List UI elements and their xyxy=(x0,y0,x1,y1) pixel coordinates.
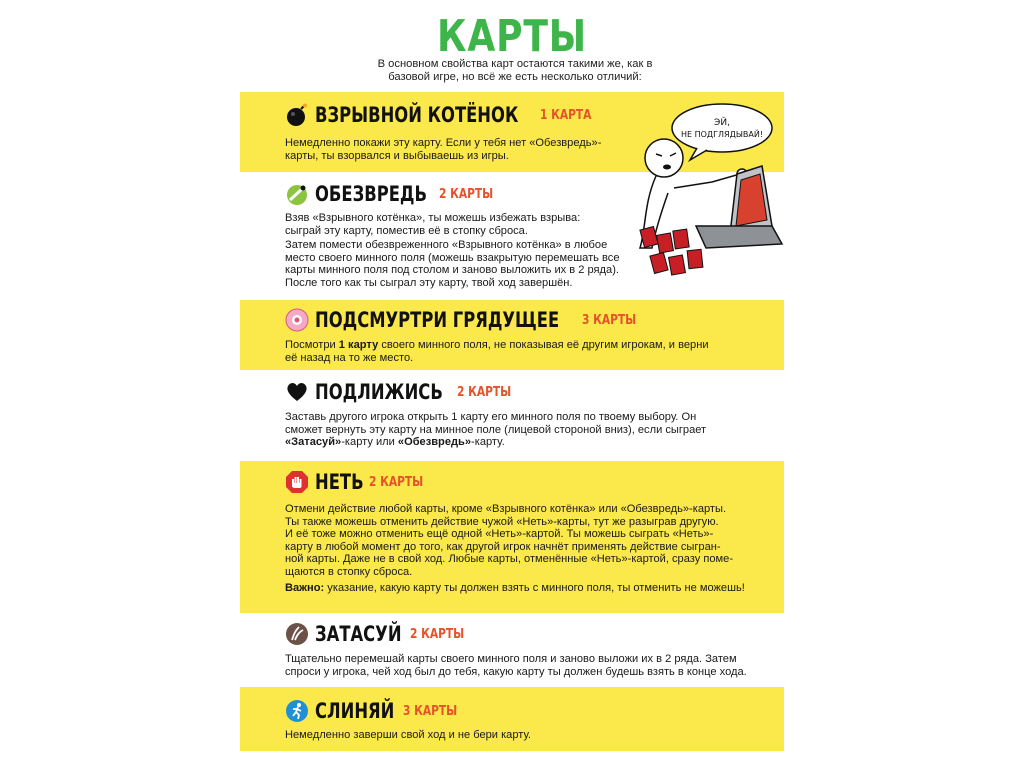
card-count: 2 КАРТЫ xyxy=(438,186,493,202)
defuse-icon xyxy=(285,182,309,206)
eye-icon xyxy=(285,308,309,332)
card-description: Немедленно покажи эту карту. Если у тебя нет «Обезвредь»- карты, ты взорвался и выбываешь из игры. xyxy=(285,137,602,162)
peeking-illustration xyxy=(612,98,784,282)
card-name: ПОДСМУРТРИ ГРЯДУЩЕЕ xyxy=(315,308,560,332)
card-count: 3 КАРТЫ xyxy=(402,703,457,719)
card-description: Посмотри 1 карту своего минного поля, не показывая её другим игрокам, и верни её назад на то же место. xyxy=(285,339,709,364)
intro-text: В основном свойства карт остаются такими же, как в базовой игре, но всё же есть несколько отличий: xyxy=(377,58,653,83)
run-icon xyxy=(285,699,309,723)
speech-line-1: ЭЙ, xyxy=(714,118,730,128)
bomb-icon xyxy=(285,103,309,127)
card-name: НЕТЬ xyxy=(315,470,364,494)
card-exploding-kitten xyxy=(285,101,602,129)
card-name: ЗАТАСУЙ xyxy=(315,622,402,646)
speech-line-2: НЕ ПОДГЛЯДЫВАЙ! xyxy=(680,130,764,139)
card-description: Немедленно заверши свой ход и не бери карту. xyxy=(285,729,531,741)
card-description: Заставь другого игрока открыть 1 карту его минного поля по твоему выбору. Он сможет вернуть эту карту на минное поле (лицевой стороной вниз), если сыграет «Затасуй»-карту или «Обезвредь»-карту. xyxy=(285,411,707,449)
shuffle-icon xyxy=(285,622,309,646)
card-name: ПОДЛИЖИСЬ xyxy=(315,380,443,404)
card-description: Отмени действие любой карты, кроме «Взрывного котёнка» или «Обезвредь»-карты. Ты также можешь отменить действие чужой «Неть»-карты, тут же разыграв другую. И её тоже можно отменить ещё одной «Неть»-картой. Ты можешь сыграть «Неть»- карту в любой момент до того, как другой игрок начнёт применять действие сыгран- ной карты. Даже не в свой ход. Любые карты, отменённые «Неть»-картой, сразу поме- щаются в стопку сброса. Важно: указание, какую карту ты должен взять с минного поля, ты отменить не можешь! xyxy=(285,503,745,594)
stop-hand-icon xyxy=(285,470,309,494)
card-see-the-future xyxy=(285,306,648,334)
card-description: Взяв «Взрывного котёнка», ты можешь избежать взрыва: сыграй эту карту, поместив её в стопку сброса. Затем помести обезвреженного «Взрывного котёнка» в любое место своего минного поля (можешь взакрытую перемешать все карты минного поля под столом и заново выложить их в 2 ряда). После того как ты сыграл эту карту, твой ход завершён. xyxy=(285,212,620,289)
card-count: 2 КАРТЫ xyxy=(369,474,424,490)
card-defuse xyxy=(285,180,505,208)
card-count: 1 КАРТА xyxy=(539,107,592,123)
card-name: СЛИНЯЙ xyxy=(315,699,395,723)
page-title: КАРТЫ xyxy=(437,11,587,62)
card-name: ВЗРЫВНОЙ КОТЁНОК xyxy=(315,103,519,127)
card-name: ОБЕЗВРЕДЬ xyxy=(315,182,427,206)
card-favor xyxy=(285,378,523,406)
card-count: 2 КАРТЫ xyxy=(456,384,512,400)
card-count: 2 КАРТЫ xyxy=(409,626,465,642)
card-count: 3 КАРТЫ xyxy=(582,312,637,328)
card-description: Тщательно перемешай карты своего минного поля и заново выложи их в 2 ряда. Затем спроси у игрока, чей ход был до тебя, какую карту ты должен будешь взять в конце хода. xyxy=(285,653,747,678)
card-shuffle xyxy=(285,620,476,648)
card-nope xyxy=(285,468,435,496)
heart-icon xyxy=(285,380,309,404)
card-skip xyxy=(285,697,469,725)
